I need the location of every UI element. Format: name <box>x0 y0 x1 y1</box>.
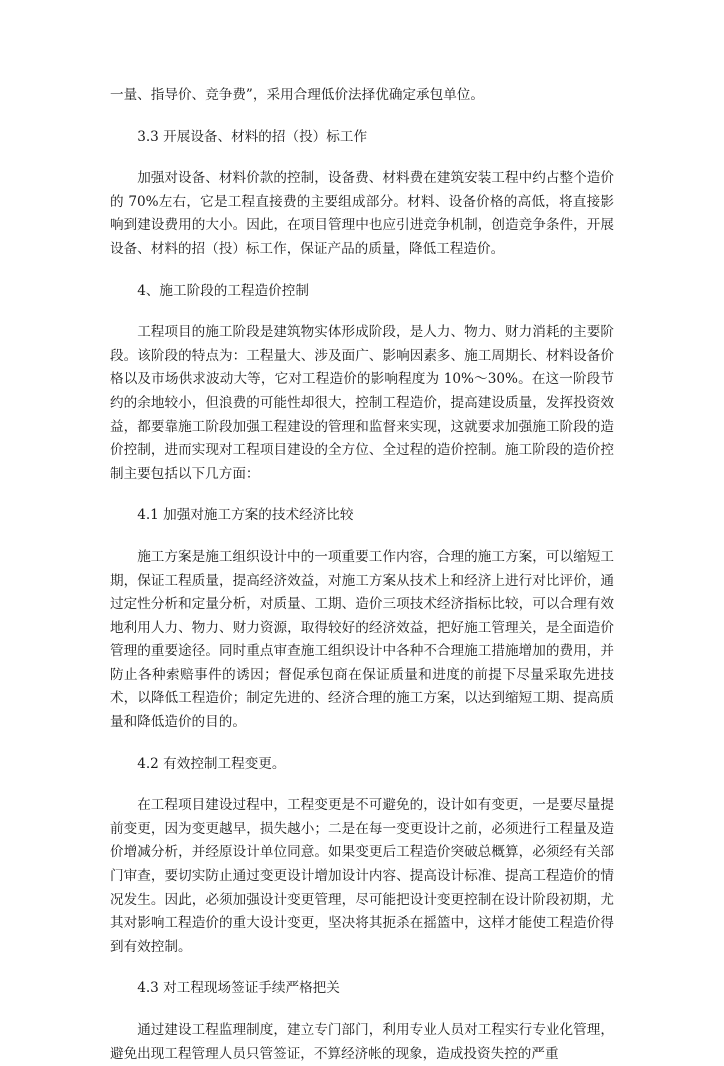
section-heading-4-3: 4.3 对工程现场签证手续严格把关 <box>137 980 340 997</box>
paragraph-continuation: 一量、指导价、竞争费”，采用合理低价法择优确定承包单位。 <box>110 87 484 103</box>
section-heading-4-2: 4.2 有效控制工程变更。 <box>137 755 286 772</box>
paragraph-4-3: 通过建设工程监理制度，建立专门部门，利用专业人员对工程实行专业化管理，避免出现工程管理人员只管签证，不算经济帐的现象，造成投资失控的严重 <box>110 1022 614 1062</box>
paragraph-4: 工程项目的施工阶段是建筑物实体形成阶段，是人力、物力、财力消耗的主要阶段。该阶段的特点为：工程量大、涉及面广、影响因素多、施工周期长、材料设备价格以及市场供求波动大等，它对工程造价的影响程度为 10%～30%。在这一阶段节约的余地较小，但浪费的可能性却很大，控制工程造价，提高建设质量，发挥投资效益，都要靠施工阶段加强工程建设的管理和监督来实现，这就要求加强施工阶段的造价控制，进而实现对工程项目建设的全方位、全过程的造价控制。施工阶段的造价控制主要包括以下几方面： <box>110 324 614 482</box>
paragraph-3-3: 加强对设备、材料价款的控制，设备费、材料费在建筑安装工程中约占整个造价的 70%左右，它是工程直接费的主要组成部分。材料、设备价格的高低，将直接影响到建设费用的大小。因此，在项目管理中也应引进竞争机制，创造竞争条件，开展设备、材料的招（投）标工作，保证产品的质量，降低工程造价。 <box>110 170 614 257</box>
paragraph-4-1: 施工方案是施工组织设计中的一项重要工作内容，合理的施工方案，可以缩短工期，保证工程质量，提高经济效益，对施工方案从技术上和经济上进行对比评价，通过定性分析和定量分析，对质量、工期、造价三项技术经济指标比较，可以合理有效地利用人力、物力、财力资源，取得较好的经济效益，把好施工管理关，是全面造价管理的重要途径。同时重点审查施工组织设计中各种不合理施工措施增加的费用，并防止各种索赔事件的诱因；督促承包商在保证质量和进度的前提下尽量采取先进技术，以降低工程造价；制定先进的、经济合理的施工方案，以达到缩短工期、提高质量和降低造价的目的。 <box>110 548 614 731</box>
paragraph-4-2: 在工程项目建设过程中，工程变更是不可避免的，设计如有变更，一是要尽量提前变更，因为变更越早，损失越小；二是在每一变更设计之前，必须进行工程量及造价增减分析，并经原设计单位同意。如果变更后工程造价突破总概算，必须经有关部门审查，要切实防止通过变更设计增加设计内容、提高设计标准、提高工程造价的情况发生。因此，必须加强设计变更管理，尽可能把设计变更控制在设计阶段初期，尤其对影响工程造价的重大设计变更，坚决将其扼杀在摇篮中，这样才能使工程造价得到有效控制。 <box>110 797 614 955</box>
section-heading-3-3: 3.3 开展设备、材料的招（投）标工作 <box>137 128 368 145</box>
section-heading-4-1: 4.1 加强对施工方案的技术经济比较 <box>137 507 354 524</box>
section-heading-4: 4、施工阶段的工程造价控制 <box>137 282 309 299</box>
